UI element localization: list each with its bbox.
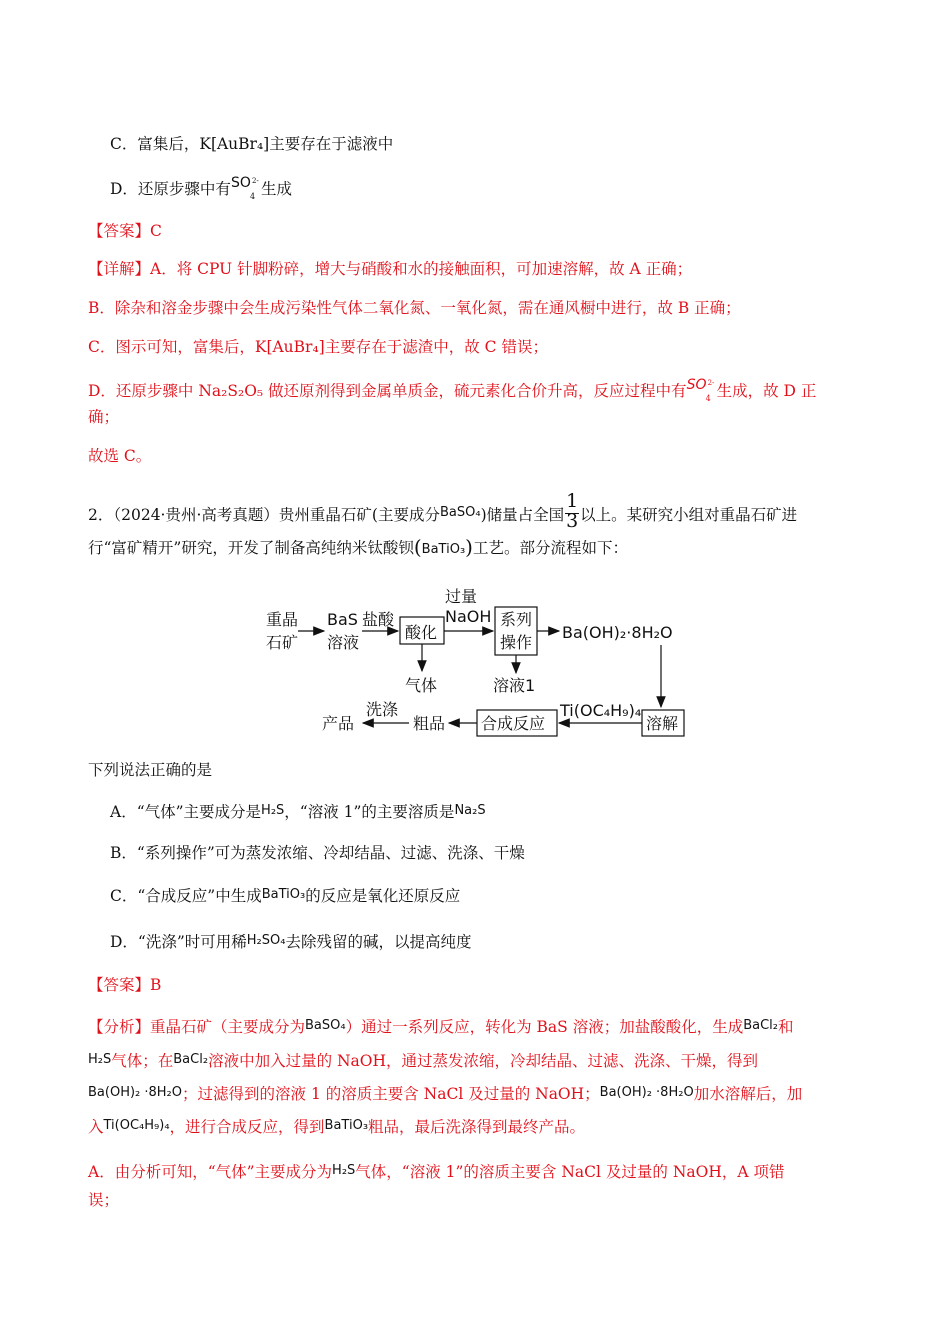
flow-ore-2: 石矿 xyxy=(266,633,299,652)
analysis-3-a: ；过滤得到的溶液 1 的溶质主要含 NaCl 及过量的 NaOH； xyxy=(182,1085,600,1103)
frac-denominator: 3 xyxy=(566,510,579,532)
explain-line-3: C．图示可知，富集后，K[AuBr₄]主要存在于滤渣中，故 C 错误； xyxy=(88,338,548,356)
analysis-4-ti: Ti(OC₄H₉)₄ xyxy=(103,1118,170,1133)
q2-line-2-b: 工艺。部分流程如下： xyxy=(472,539,628,557)
q2-option-a-na2s: Na₂S xyxy=(454,803,486,818)
analysis-4-batio3: BaTiO₃ xyxy=(324,1118,369,1133)
analysis-line-5 xyxy=(88,1160,785,1183)
q2-option-c-2: 的反应是氧化还原反应 xyxy=(305,887,461,905)
analysis-3-b: 加水溶解后，加 xyxy=(693,1085,803,1103)
option-d-prev-text: D．还原步骤中有 xyxy=(110,180,231,198)
analysis-3-baoh-1: Ba(OH)₂ ·8H₂O xyxy=(88,1085,183,1100)
option-d-prev-tail: 生成 xyxy=(260,180,292,198)
flow-excess: 过量 xyxy=(445,587,478,606)
flow-baoh: Ba(OH)₂·8H₂O xyxy=(562,623,673,642)
analysis-2-h2s: H₂S xyxy=(88,1052,112,1067)
q2-option-c-1: C．“合成反应”中生成 xyxy=(110,887,262,905)
q2-batio3: BaTiO₃ xyxy=(421,542,466,557)
explain-line-4-text: D．还原步骤中 Na₂S₂O₅ 做还原剂得到金属单质金，硫元素化合价升高，反应过程中有 xyxy=(88,382,687,400)
analysis-line-6: 误； xyxy=(88,1191,120,1209)
analysis-1-c: 和 xyxy=(778,1018,794,1036)
analysis-1-baso4: BaSO₄ xyxy=(305,1018,346,1033)
explain-line-2: B．除杂和溶金步骤中会生成污染性气体二氧化氮、一氧化氮，需在通风橱中进行，故 B 正确； xyxy=(88,299,741,317)
q2-line-1-b: )储量占全国 xyxy=(480,506,565,524)
q2-line-1-a: 2．（2024·贵州·高考真题）贵州重晶石矿(主要成分 xyxy=(88,506,440,524)
q2-option-c-batio3: BaTiO₃ xyxy=(261,887,306,902)
explain-line-4-cont: 确； xyxy=(88,408,120,426)
q2-option-c xyxy=(110,884,460,907)
option-c-prev: C．富集后，K[AuBr₄]主要存在于滤液中 xyxy=(110,135,394,153)
analysis-5-a: A．由分析可知，“气体”主要成分为 xyxy=(88,1163,333,1181)
flow-bas-2: 溶液 xyxy=(327,633,360,652)
analysis-5-b: 气体，“溶液 1”的溶质主要含 NaCl 及过量的 NaOH，A 项错 xyxy=(355,1163,785,1181)
flow-product: 产品 xyxy=(322,714,355,733)
analysis-1-bacl2: BaCl₂ xyxy=(743,1018,779,1033)
analysis-line-3 xyxy=(88,1082,802,1105)
q2-prompt: 下列说法正确的是 xyxy=(88,761,213,779)
flow-synthesis: 合成反应 xyxy=(481,714,546,733)
q2-option-d-h2so4: H₂SO₄ xyxy=(246,933,286,948)
analysis-line-2 xyxy=(88,1049,758,1072)
analysis-4-a: 入 xyxy=(88,1118,104,1136)
explain-line-4-tail: 生成，故 D 正 xyxy=(716,382,817,400)
analysis-3-baoh-2: Ba(OH)₂ ·8H₂O xyxy=(599,1085,694,1100)
q2-option-b: B．“系列操作”可为蒸发浓缩、冷却结晶、过滤、洗涤、干燥 xyxy=(110,844,525,862)
q2-baso4: BaSO₄ xyxy=(439,505,481,520)
flow-ti: Ti(OC₄H₉)₄ xyxy=(560,701,642,720)
analysis-1-b: ）通过一系列反应，转化为 BaS 溶液；加盐酸酸化，生成 xyxy=(345,1018,744,1036)
q2-option-a-1: A．“气体”主要成分是 xyxy=(110,803,262,821)
q2-option-a xyxy=(110,800,486,823)
analysis-4-c: 粗品，最后洗涤得到最终产品。 xyxy=(368,1118,586,1136)
analysis-line-1 xyxy=(88,1015,794,1038)
flow-series-1: 系列 xyxy=(500,610,533,629)
flow-series-2: 操作 xyxy=(500,633,533,652)
q2-option-a-h2s: H₂S xyxy=(261,803,285,818)
flow-ore-1: 重晶 xyxy=(266,610,299,629)
explain-line-5: 故选 C。 xyxy=(88,447,152,465)
flow-hcl: 盐酸 xyxy=(362,610,395,629)
frac-numerator: 1 xyxy=(566,490,579,512)
flow-naoh: NaOH xyxy=(445,607,492,626)
explain-line-1: 【详解】A．将 CPU 针脚粉碎，增大与硝酸和水的接触面积，可加速溶解，故 A 正确； xyxy=(88,260,693,278)
flow-solution1: 溶液1 xyxy=(493,676,536,695)
flow-crude: 粗品 xyxy=(413,714,446,733)
analysis-line-4 xyxy=(88,1115,585,1138)
flow-wash: 洗涤 xyxy=(366,700,399,719)
flow-bas-1: BaS xyxy=(327,610,358,629)
analysis-2-b: 溶液中加入过量的 NaOH，通过蒸发浓缩，冷却结晶、过滤、洗涤、干燥，得到 xyxy=(208,1052,759,1070)
q2-line-2: 行“富矿精开”研究，开发了制备高纯纳米钛酸钡(BaTiO₃)工艺。部分流程如下： xyxy=(88,535,628,559)
q2-line-2-a: 行“富矿精开”研究，开发了制备高纯纳米钛酸钡 xyxy=(88,539,414,557)
answer-2: 【答案】B xyxy=(88,976,162,994)
flow-gas: 气体 xyxy=(405,676,438,695)
q2-option-d xyxy=(110,930,471,953)
analysis-4-b: ，进行合成反应，得到 xyxy=(169,1118,325,1136)
q2-option-d-1: D．“洗涤”时可用稀 xyxy=(110,933,247,951)
sulfate-formula: SO 4 2- xyxy=(230,175,259,201)
flow-acidify: 酸化 xyxy=(405,623,438,642)
analysis-1-a: 【分析】重晶石矿（主要成分为 xyxy=(88,1018,306,1036)
q2-option-d-2: 去除残留的碱，以提高纯度 xyxy=(285,933,472,951)
answer-1: 【答案】C xyxy=(88,222,162,240)
analysis-2-a: 气体；在 xyxy=(111,1052,174,1070)
q2-option-a-2: ，“溶液 1”的主要溶质是 xyxy=(284,803,455,821)
analysis-5-h2s: H₂S xyxy=(332,1163,356,1178)
sulfate-formula-2: SO 4 2- xyxy=(686,377,715,403)
analysis-2-bacl2: BaCl₂ xyxy=(173,1052,209,1067)
flow-dissolve: 溶解 xyxy=(646,714,679,733)
q2-line-1-c: 以上。某研究小组对重晶石矿进 xyxy=(580,506,798,524)
